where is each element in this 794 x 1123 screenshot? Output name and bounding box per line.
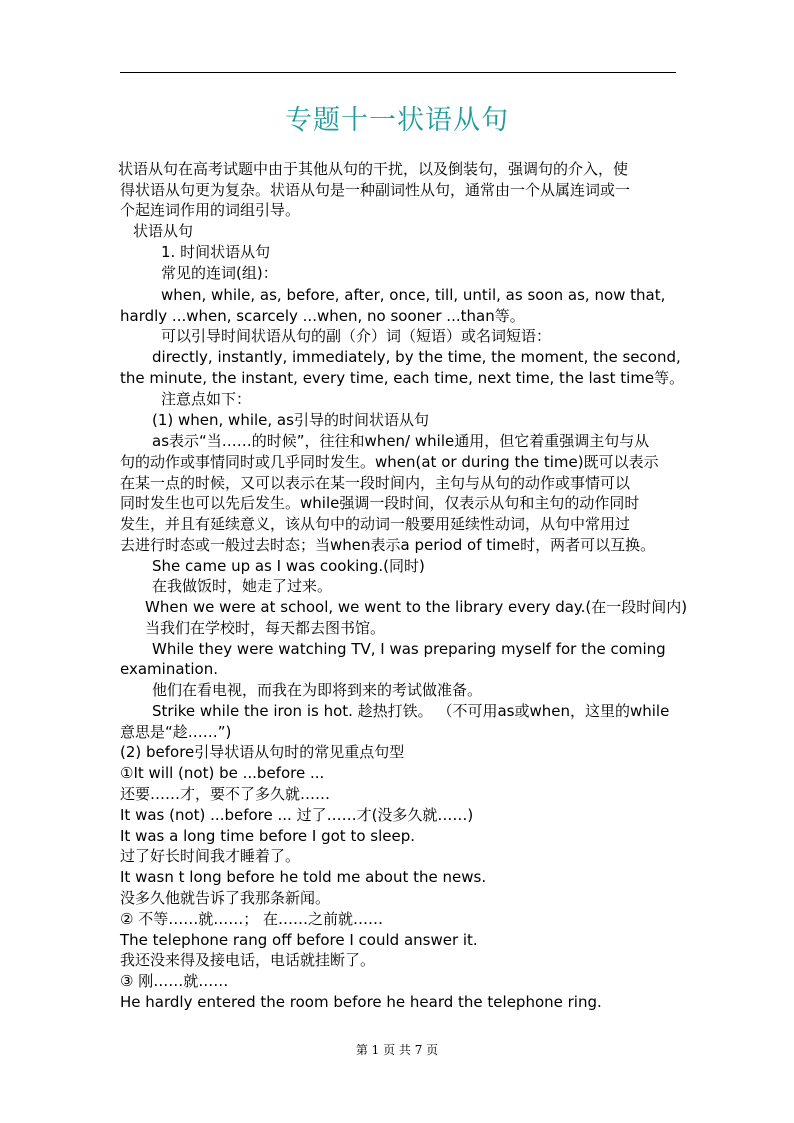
header-rule	[120, 72, 676, 73]
text-line: 在某一点的时候，又可以表示在某一段时间内，主句与从句的动作或事情可以	[120, 474, 631, 492]
text-line: 意思是“趁……”)	[120, 723, 232, 741]
text-line: (2) before引导状语从句时的常见重点句型	[120, 743, 405, 761]
page-footer: 第 1 页 共 7 页	[355, 1043, 439, 1057]
text-line: 可以引导时间状语从句的副（介）词（短语）或名词短语：	[161, 327, 552, 345]
text-line: 他们在看电视，而我在为即将到来的考试做准备。	[152, 681, 483, 699]
text-line: 状语从句	[133, 222, 194, 240]
text-line: It wasn t long before he told me about the news.	[120, 868, 487, 886]
text-line: It was (not) ...before ... 过了……才(没多久就……)	[120, 806, 474, 824]
text-line: Strike while the iron is hot. 趁热打铁。 （不可用as或when，这里的while	[152, 702, 670, 720]
text-line: She came up as I was cooking.(同时)	[152, 557, 425, 575]
text-line: directly, instantly, immediately, by the time, the moment, the second,	[152, 348, 681, 366]
text-line: 在我做饭时，她走了过来。	[152, 577, 333, 595]
text-line: It was a long time before I got to sleep.	[120, 827, 416, 845]
text-line: 注意点如下：	[161, 390, 252, 408]
text-line: 还要……才，要不了多久就……	[120, 785, 331, 803]
text-line: 过了好长时间我才睡着了。	[120, 847, 301, 865]
text-line: The telephone rang off before I could answer it.	[120, 931, 478, 949]
text-line: when, while, as, before, after, once, till, until, as soon as, now that,	[161, 286, 666, 304]
text-line: 1. 时间状语从句	[161, 243, 271, 261]
text-line: 同时发生也可以先后发生。while强调一段时间，仅表示从句和主句的动作同时	[120, 494, 640, 512]
text-line: 得状语从句更为复杂。状语从句是一种副词性从句，通常由一个从属连词或一	[120, 181, 631, 199]
text-line: 个起连词作用的词组引导。	[120, 201, 301, 219]
text-line: ③ 刚……就……	[120, 972, 229, 990]
text-line: ①It will (not) be ...before ...	[120, 764, 325, 782]
text-line: hardly ...when, scarcely ...when, no sooner ...than等。	[120, 307, 525, 325]
text-line: 当我们在学校时，每天都去图书馆。	[145, 619, 386, 637]
page-title: 专题十一状语从句	[285, 105, 509, 136]
text-line: 发生，并且有延续意义，该从句中的动词一般要用延续性动词，从句中常用过	[120, 515, 631, 533]
text-line: When we were at school, we went to the library every day.(在一段时间内)	[145, 598, 688, 616]
text-line: as表示“当……的时候”，往往和when/ while通用，但它着重强调主句与从	[152, 432, 650, 450]
text-line: While they were watching TV, I was preparing myself for the coming	[152, 640, 666, 658]
text-line: 没多久他就告诉了我那条新闻。	[120, 889, 331, 907]
text-line: 去进行时态或一般过去时态；当when表示a period of time时，两者可以互换。	[120, 536, 656, 554]
text-line: 状语从句在高考试题中由于其他从句的干扰，以及倒装句，强调句的介入，使	[118, 160, 629, 178]
text-line: the minute, the instant, every time, each time, next time, the last time等。	[120, 369, 685, 387]
text-line: 句的动作或事情同时或几乎同时发生。when(at or during the time)既可以表示	[120, 453, 659, 471]
text-line: 我还没来得及接电话，电话就挂断了。	[120, 951, 376, 969]
text-line: (1) when, while, as引导的时间状语从句	[152, 411, 429, 429]
text-line: examination.	[120, 660, 219, 678]
text-line: 常见的连词(组)：	[161, 264, 278, 282]
text-line: He hardly entered the room before he heard the telephone ring.	[120, 993, 602, 1011]
text-line: ② 不等……就……； 在……之前就……	[120, 910, 383, 928]
